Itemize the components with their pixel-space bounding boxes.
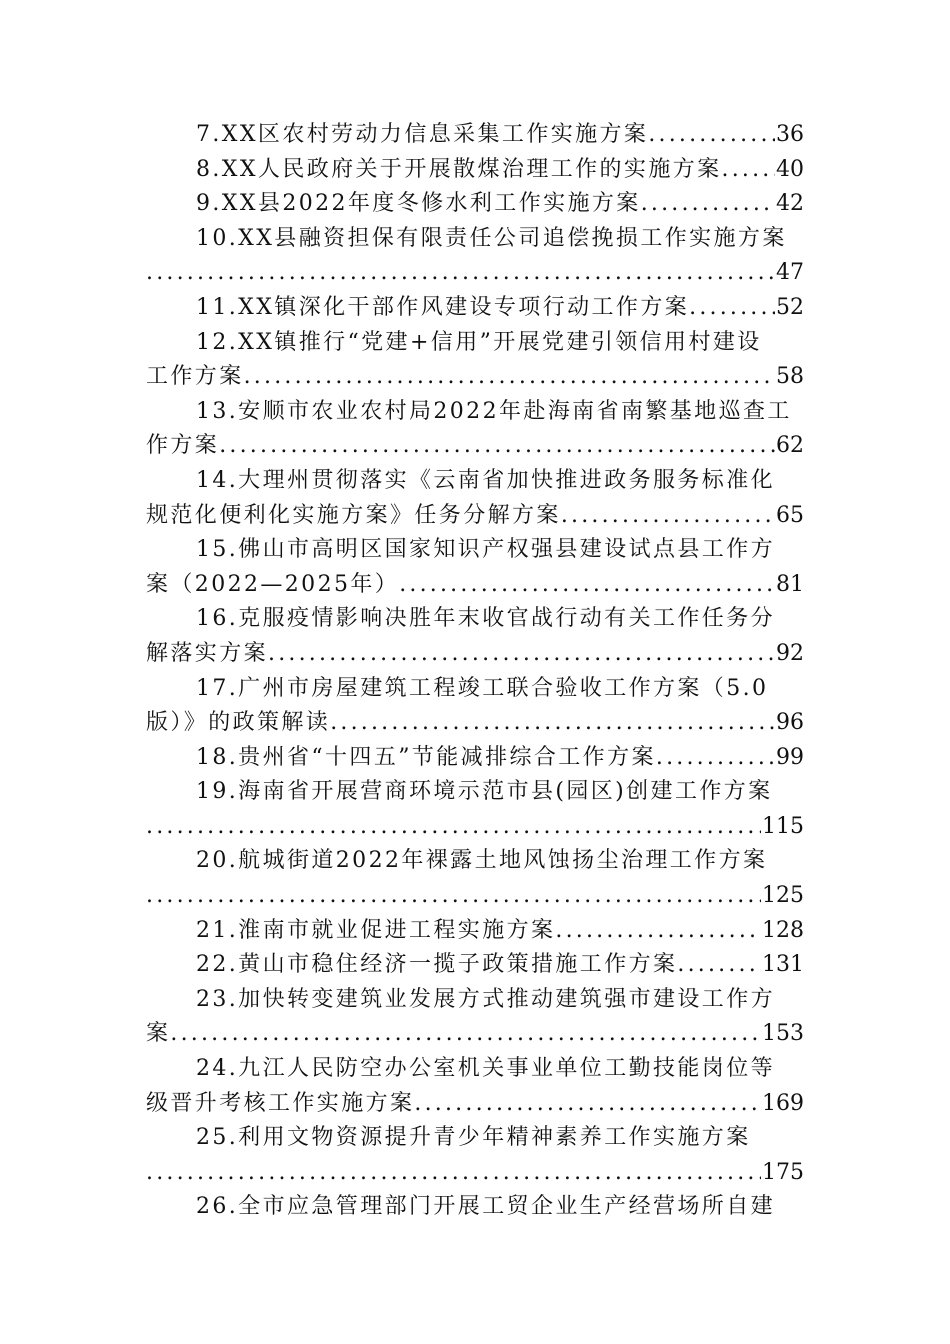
- toc-page-number: 115: [762, 813, 804, 839]
- toc-page-number: 36: [776, 122, 804, 147]
- leader-dots: [656, 741, 775, 776]
- toc-entry-title-cont: 解落实方案: [146, 640, 269, 666]
- toc-entry-15: [146, 533, 804, 568]
- toc-entry-11: [146, 291, 804, 326]
- toc-entry-title: 14.大理州贯彻落实《云南省加快推进政务服务标准化: [196, 467, 775, 493]
- toc-entry-title: 22.黄山市稳住经济一揽子政策措施工作方案: [196, 952, 678, 978]
- toc-entry-14: [146, 464, 804, 499]
- leader-dots: [244, 360, 775, 395]
- leader-dots: [648, 118, 775, 153]
- toc-entry-26: [146, 1190, 804, 1225]
- toc-entry-title: 21.淮南市就业促进工程实施方案: [196, 917, 556, 943]
- toc-entry-title-cont: 版）》的政策解读: [146, 710, 331, 736]
- toc-entry-title: 7.XX区农村劳动力信息采集工作实施方案: [196, 122, 649, 147]
- toc-page-number: 81: [776, 571, 804, 597]
- toc-entry-13-cont: [146, 429, 804, 464]
- leader-dots: [268, 637, 775, 672]
- toc-page-number: 131: [762, 952, 804, 978]
- toc-entry-title: 9.XX县2022年度冬修水利工作实施方案: [196, 191, 641, 217]
- leader-dots: [677, 948, 761, 983]
- toc-entry-15-cont: [146, 568, 804, 603]
- toc-entry-23: [146, 983, 804, 1018]
- toc-page-number: 128: [762, 917, 804, 943]
- toc-entry-22: [146, 948, 804, 983]
- toc-page-number: 125: [762, 883, 804, 909]
- leader-dots: [170, 1017, 761, 1052]
- toc-entry-title-cont: 工作方案: [146, 364, 244, 390]
- toc-page-number: 62: [776, 433, 804, 459]
- toc-page-number: 40: [776, 156, 804, 182]
- toc-entry-7: [146, 118, 804, 153]
- toc-entry-title: 25.利用文物资源提升青少年精神素养工作实施方案: [196, 1125, 751, 1151]
- toc-entry-title: 10.XX县融资担保有限责任公司追偿挽损工作实施方案: [196, 225, 787, 251]
- toc-entry-title: 11.XX镇深化干部作风建设专项行动工作方案: [196, 294, 690, 320]
- toc-entry-title-cont: 规范化便利化实施方案》任务分解方案: [146, 502, 561, 528]
- toc-entry-14-cont: [146, 499, 804, 534]
- toc-entry-title: 23.加快转变建筑业发展方式推动建筑强市建设工作方: [196, 986, 775, 1012]
- toc-entry-12-cont: [146, 360, 804, 395]
- toc-page-number: 58: [776, 364, 804, 390]
- toc-entry-title: 12.XX镇推行“党建+信用”开展党建引领信用村建设: [196, 329, 762, 355]
- toc-entry-title: 18.贵州省“十四五”节能减排综合工作方案: [196, 744, 656, 770]
- leader-dots: [399, 568, 775, 603]
- toc-entry-9: [146, 187, 804, 222]
- toc-page-number: 47: [776, 260, 804, 286]
- toc-entry-title: 26.全市应急管理部门开展工贸企业生产经营场所自建: [196, 1194, 775, 1220]
- toc-entry-13: [146, 395, 804, 430]
- leader-dots: [146, 1156, 761, 1191]
- toc-entry-23-cont: [146, 1017, 804, 1052]
- toc-page-number: 175: [762, 1159, 804, 1185]
- toc-entry-20-cont: [146, 879, 804, 914]
- leader-dots: [219, 429, 775, 464]
- toc-entry-19-cont: [146, 810, 804, 845]
- toc-page-number: 92: [776, 640, 804, 666]
- toc-entry-title-cont: 级晋升考核工作实施方案: [146, 1090, 415, 1116]
- toc-entry-19: [146, 775, 804, 810]
- toc-page-number: 153: [762, 1021, 804, 1047]
- toc-entry-16-cont: [146, 637, 804, 672]
- toc-entry-17: [146, 672, 804, 707]
- toc-entry-title: 8.XX人民政府关于开展散煤治理工作的实施方案: [196, 156, 722, 182]
- toc-entry-title-cont: 作方案: [146, 433, 220, 459]
- toc-entry-12: [146, 326, 804, 361]
- toc-entry-21: [146, 914, 804, 949]
- leader-dots: [330, 706, 775, 741]
- toc-entry-18: [146, 741, 804, 776]
- toc-page-number: 42: [776, 191, 804, 217]
- toc-entry-title: 16.克服疫情影响决胜年末收官战行动有关工作任务分: [196, 606, 775, 632]
- toc-entry-25-cont: [146, 1156, 804, 1191]
- toc-entry-24: [146, 1052, 804, 1087]
- toc-entry-20: [146, 844, 804, 879]
- toc-page-number: 99: [776, 744, 804, 770]
- leader-dots: [561, 499, 775, 534]
- toc-entry-8: [146, 153, 804, 188]
- leader-dots: [146, 256, 775, 291]
- toc-entry-title-cont: 案（2022—2025年）: [146, 571, 400, 597]
- toc-entry-title-cont: 案: [146, 1021, 171, 1047]
- toc-entry-10-cont: [146, 256, 804, 291]
- toc-entry-title: 15.佛山市高明区国家知识产权强县建设试点县工作方: [196, 537, 775, 563]
- toc-entry-title: 19.海南省开展营商环境示范市县(园区)创建工作方案: [196, 779, 773, 805]
- leader-dots: [146, 810, 761, 845]
- toc-page-number: 169: [762, 1090, 804, 1116]
- leader-dots: [146, 879, 761, 914]
- toc-entry-title: 17.广州市房屋建筑工程竣工联合验收工作方案（5.0: [196, 675, 769, 701]
- toc-entry-10: [146, 222, 804, 257]
- leader-dots: [722, 153, 775, 188]
- leader-dots: [555, 914, 761, 949]
- toc-entry-24-cont: [146, 1087, 804, 1122]
- leader-dots: [689, 291, 775, 326]
- toc-page-number: 65: [776, 502, 804, 528]
- toc-page-number: 96: [776, 710, 804, 736]
- toc-entry-25: [146, 1121, 804, 1156]
- toc-entry-17-cont: [146, 706, 804, 741]
- leader-dots: [641, 187, 775, 222]
- toc-page-number: 52: [776, 294, 804, 320]
- toc-page: [146, 118, 804, 1225]
- toc-entry-16: [146, 602, 804, 637]
- toc-entry-title: 24.九江人民防空办公室机关事业单位工勤技能岗位等: [196, 1056, 775, 1082]
- leader-dots: [414, 1087, 761, 1122]
- toc-entry-title: 20.航城街道2022年裸露土地风蚀扬尘治理工作方案: [196, 848, 768, 874]
- toc-entry-title: 13.安顺市农业农村局2022年赴海南省南繁基地巡查工: [196, 398, 792, 424]
